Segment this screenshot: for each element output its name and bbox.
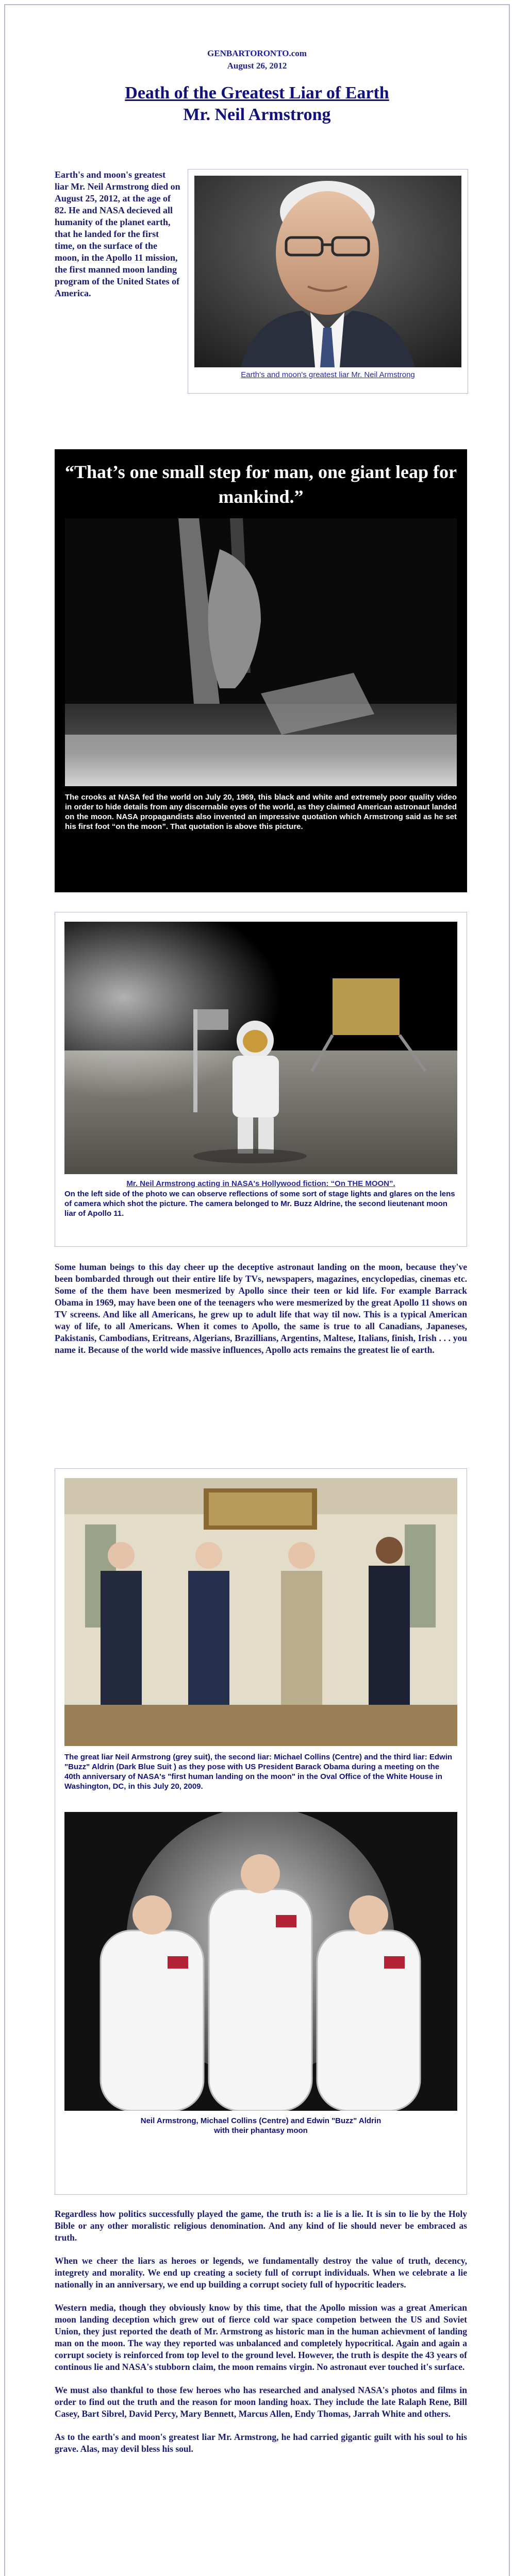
crew-portrait-photo [64,1812,457,2111]
article-subtitle: Mr. Neil Armstrong [183,105,331,124]
paragraph-researchers: We must also thankful to those few heroes who has researched and analysed NASA's photos and films in order to find out the truth and the reason for moon landing hoax. They include the late Ralaph Rene, Bill Casey, Bart Sibrel, David Percy, Mary Bennett, Marcus Allen, Endy Thomas, Jarrah White and others. [55,2385,467,2419]
crew-caption-line1: Neil Armstrong, Michael Collins (Centre) and Edwin "Buzz" Aldrin [140,2116,382,2125]
quote-caption: The crooks at NASA fed the world on July 20, 1969, this black and white and extremely poor quality video in order to hide details from any discernable eyes of the world, as they claimed American astronaut landed on the moon. NASA propagandists also invented an impressive quotation which Armstrong said as he set his first foot “on the moon”. That quotation is above this picture. [65,793,457,831]
portrait-caption[interactable]: Earth's and moon's greatest liar Mr. Neil Armstrong [241,370,415,379]
paragraph-truth: Regardless how politics successfully played the game, the truth is: a lie is a lie. It is sin to lie by the Holy Bible or any other moralistic religious denomination. And any kind of lie should never be embraced as truth. [55,2209,467,2243]
portrait-photo-box [188,169,468,394]
article-title: Death of the Greatest Liar of Earth [125,83,389,103]
quote-text: “That’s one small step for man, one giant leap for mankind.” [65,462,457,507]
oval-office-caption: The great liar Neil Armstrong (grey suit), the second liar: Michael Collins (Centre) and the third liar: Edwin "Buzz" Aldrin (Dark Blue Suit ) as they pose with US President Barack Obama during a meeting on the 40th anniversary of NASA's "first human landing on the moon" in the Oval Office of the White House in Washington, DC, in this July 20, 2009. [64,1753,453,1791]
article-page [4,4,510,2576]
paragraph-heroes: When we cheer the liars as heroes or legends, we fundamentally destroy the value of truth, decency, integrety and morality. We end up creating a society full of corrupt individuals. When we celebrate a lie nationally in an anniversary, we end up building a corrupt society full of hypocritic leaders. [55,2256,467,2290]
moon-photo-section [55,912,467,1247]
paragraph-closing: As to the earth's and moon's greatest liar Mr. Armstrong, he had carried gigantic guilt with his soul to his grave. Alas, may devil bless his soul. [55,2432,467,2454]
quote-section [55,449,467,892]
moon-step-video-still [65,518,457,786]
crew-caption-line2: with their phantasy moon [214,2126,308,2135]
article-header [5,48,509,125]
moon-photo-caption-title[interactable]: Mr. Neil Armstrong acting in NASA's Hollywood fiction: “On THE MOON”. [126,1179,395,1188]
group-photos-section [55,1468,467,2195]
portrait-photo [194,176,461,367]
intro-section [55,169,467,437]
astronaut-on-moon-photo [64,922,457,1174]
publish-date: August 26, 2012 [227,61,287,71]
crew-caption [64,2116,457,2136]
oval-office-photo [64,1478,457,1746]
article-body [55,2208,467,2466]
intro-text: Earth's and moon's greatest liar Mr. Neil Armstrong died on August 25, 2012, at the age of 82. He and NASA decieved all humanity of the planet earth, that he landed for the first time, on the surface of the moon, in the Apollo 11 mission, the first manned moon landing program of the United States of America. [55,170,180,298]
moon-photo-caption: On the left side of the photo we can observe reflections of some sort of stage lights and glares on the lens of camera which shot the picture. The camera belonged to Mr. Buzz Aldrine, the second lieutenant moon liar of Apollo 11. [64,1190,455,1218]
paragraph-cheer: Some human beings to this day cheer up the deceptive astronaut landing on the moon, because they've been bombarded through out their entire life by TVs, newspapers, magazines, encyclopedias, cinemas etc. Some of the them have been mesmerized by Apollo since their teen or kid life. For example Barrack Obama in 1969, may have been one of the teenagers who were mesmerized by the great Apollo 11 shows on TV screens. And like all Americans, he grew up to adult life that way til now. This is a typical American way of life, to all Americans. When it comes to Apollo, the same is true to all Canadians, Japaneses, Pakistanis, Cambodians, Eritreans, Algerians, Brazillians, Argentins, Maltese, Italians, finish, Irish . . . you name it. Because of the world wide massive influences, Apollo acts remains the greatest lie of earth. [55,1262,467,1355]
paragraph-media: Western media, though they obviously know by this time, that the Apollo mission was a great American moon landing deception which grew out of fierce cold war space competion between the US and Soviet Union, they just reported the death of Mr. Armstrong as historic man in the human achievment of landing man on the moon. The way they reported was unbalanced and completely hypocritical. Again and again a corrupt society is reinforced from top level to the ground level. However, the truth is despite the 43 years of continous lie and NASA's stubborn claim, the moon remains virgin. No astronaut ever touched it's surface. [55,2302,467,2372]
site-name[interactable]: GENBARTORONTO.com [207,48,307,58]
